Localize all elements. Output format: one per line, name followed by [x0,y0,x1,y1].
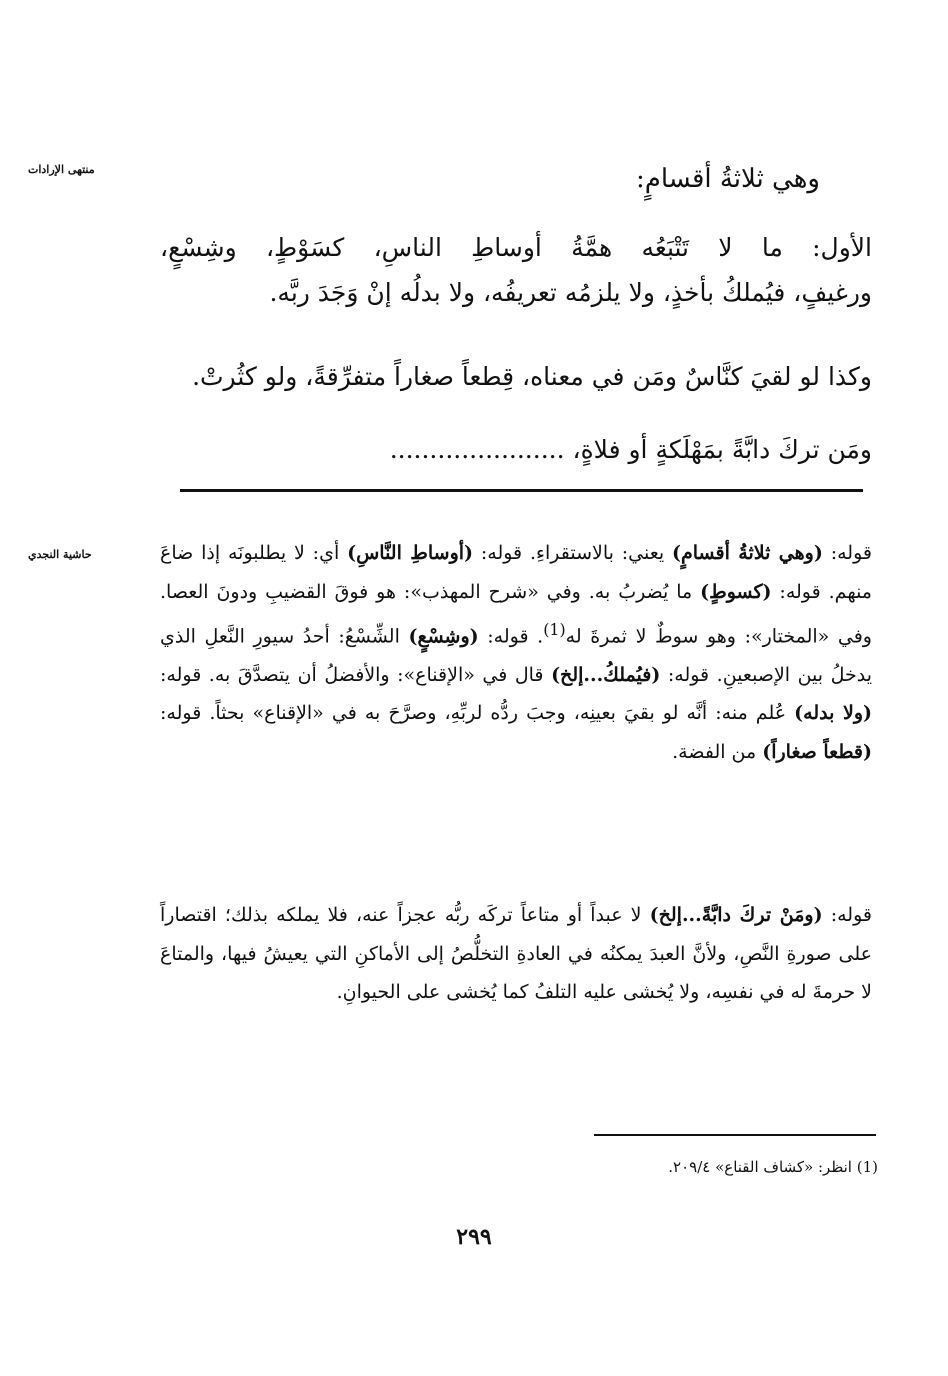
commentary-text: من الفضة. [672,740,763,763]
matn-p3-text: ومَن تركَ دابَّةً بمَهْلَكةٍ أو فلاةٍ، [572,435,872,464]
commentary-text: . قوله: [478,625,544,648]
commentary-text: يعني: بالاستقراءِ. قوله: [473,542,673,564]
commentary-text: قال في «الإقناع»: والأفضلُ أن يتصدَّقَ به. قوله: [160,663,552,686]
quoted-lemma: (قطعاً صغاراً) [762,740,872,763]
footnote-divider [594,1134,876,1136]
commentary-text: لا عبداً أو متاعاً تركَه ربُّه عجزاً عنه، فلا يملكه بذلك؛ اقتصاراً على صورةِ النَّصِ، ولأنَّ العبدَ يمكنُه في العادةِ التخلُّصُ إلى الأماكنِ التي يعيشُ فيها، والمتاعَ لا حرمةَ له في نفسِه، ولا يُخشى عليه التلفُ كما يُخشى على الحيوانِ. [160,904,872,1003]
quoted-lemma: (ومَنْ تركَ دابَّةً...إلخ) [649,904,823,926]
matn-paragraph-2 [160,362,872,392]
quoted-lemma: (أوساطِ النَّاسِ) [347,542,474,564]
commentary-text: قوله: [822,542,872,564]
quoted-lemma: (فيُملكُ...إلخ) [551,663,661,686]
commentary-text: أي: لا يطلبونَه إذا ضاعَ منهم. قوله: [160,542,872,603]
matn-p1-line1: الأول: ما لا تَتْبَعُه همَّةُ أوساطِ الناسِ، كسَوْطٍ، وشِسْعٍ، [160,233,872,262]
commentary-label: حاشية النجدي [28,548,92,561]
quoted-lemma: (وشِسْعٍ) [408,625,479,648]
footnote-marker: (1) [543,620,566,639]
footnote: (1) انظر: «كشاف القناع» ٢٠٩/٤. [668,1158,878,1176]
commentary-text: قوله: [822,904,872,926]
matn-paragraph-1 [160,232,872,308]
matn-p3-line [160,435,872,465]
running-header-title: منتهى الإرادات [28,163,95,176]
commentary-text: الشِّسْعُ: أحدُ سيورِ النَّعلِ الذي يدخلُ بين الإصبعينِ. قوله: [160,625,873,686]
continuation-dots: ...................... [389,435,565,464]
matn-p2-text: وكذا لو لقيَ كنَّاسٌ ومَن في معناه، قِطعاً صغاراً متفرِّقةً، ولو كثُرتْ. [192,362,872,391]
quoted-lemma: (ولا بدله) [794,702,872,725]
matn-p1-line2: ورغيفٍ، فيُملكُ بأخذٍ، ولا يلزمُه تعريفُه، ولا بدلُه إنْ وَجَدَ ربَّه. [269,278,872,307]
commentary-text: عُلم منه: أنَّه لو بقيَ بعينِه، وجبَ ردُّه لربِّهِ، وصرَّحَ به في «الإقناع» بحثاً. قوله: [160,702,795,725]
page-number: ٢٩٩ [456,1224,492,1250]
quoted-lemma: (كسوطٍ) [700,580,772,603]
commentary-text: ما يُضربُ به. وفي «شرح المهذب»: هو فوقَ القضيبِ ودونَ العصا. وفي «المختار»: وهو سوطٌ لا ثمرةَ له [160,580,872,648]
matn-paragraph-3 [160,435,872,465]
quoted-lemma: (وهي ثلاثةُ أقسامٍ) [672,542,823,564]
matn-section-title: وهي ثلاثةُ أقسامٍ: [635,164,820,194]
commentary-block-2 [160,896,872,1012]
section-divider [180,489,863,492]
commentary-block-1 [160,534,872,771]
